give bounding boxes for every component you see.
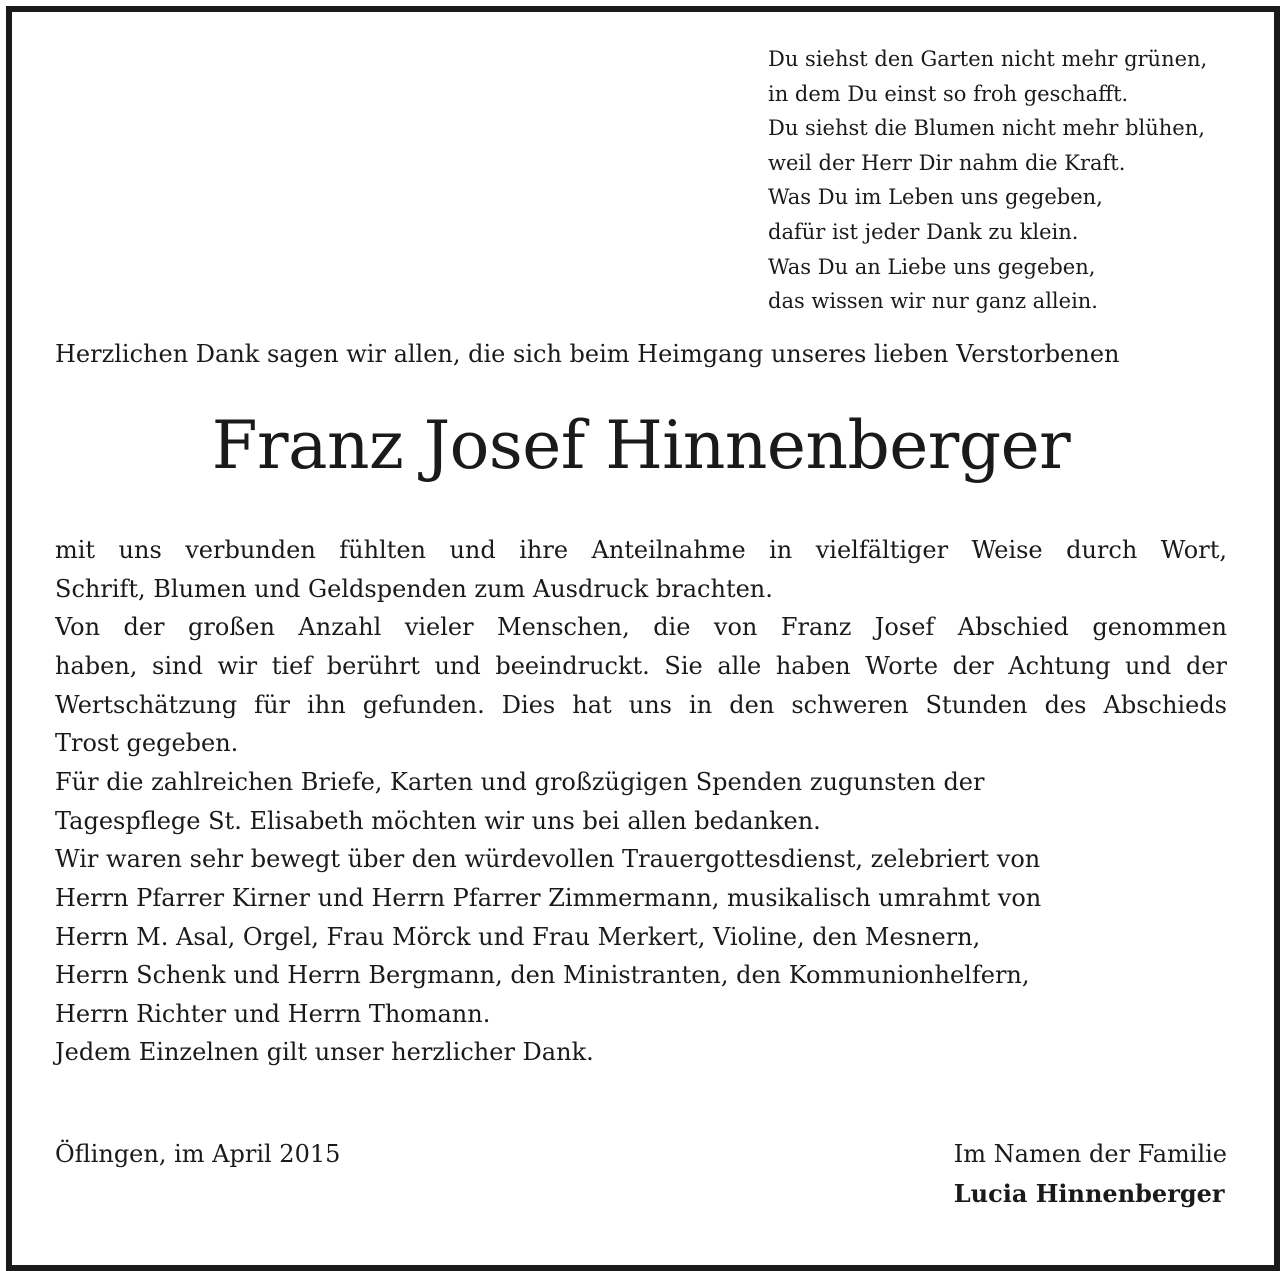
body-line: Tagespflege St. Elisabeth möchten wir uns bei allen bedanken. — [55, 806, 821, 835]
place-date: Öflingen, im April 2015 — [55, 1140, 341, 1168]
poem-line: das wissen wir nur ganz allein. — [768, 289, 1098, 314]
body-line: Herrn Pfarrer Kirner und Herrn Pfarrer Zimmermann, musikalisch umrahmt von — [55, 883, 1042, 912]
signature-line: Im Namen der Familie — [953, 1140, 1227, 1168]
poem-line: Du siehst die Blumen nicht mehr blühen, — [768, 116, 1205, 141]
body-line: Von der großen Anzahl vieler Menschen, die von Franz Josef Abschied genommen — [55, 613, 1227, 642]
body-text — [55, 531, 1227, 1072]
body-line: mit uns verbunden fühlten und ihre Anteilnahme in vielfältiger Weise durch Wort, — [55, 536, 1227, 564]
body-line: Jedem Einzelnen gilt unser herzlicher Dank. — [55, 1038, 594, 1067]
body-line: Herrn Richter und Herrn Thomann. — [55, 999, 491, 1028]
body-line: Herrn Schenk und Herrn Bergmann, den Ministranten, den Kommunionhelfern, — [55, 961, 1030, 990]
signature-block — [954, 1135, 1227, 1213]
body-line: Wertschätzung für ihn gefunden. Dies hat uns in den schweren Stunden des Abschieds — [55, 690, 1227, 719]
signature-name: Lucia Hinnenberger — [953, 1179, 1225, 1208]
body-line: Trost gegeben. — [55, 729, 239, 758]
body-line: Schrift, Blumen und Geldspenden zum Ausdruck brachten. — [55, 574, 773, 603]
poem-line: in dem Du einst so froh geschafft. — [768, 81, 1129, 106]
deceased-name: Franz Josef Hinnenberger — [211, 407, 1071, 484]
poem — [768, 42, 1258, 319]
body-line: Wir waren sehr bewegt über den würdevollen Trauergottesdienst, zelebriert von — [55, 845, 1041, 874]
poem-line: Was Du an Liebe uns gegeben, — [768, 254, 1096, 279]
poem-line: Was Du im Leben uns gegeben, — [768, 185, 1103, 210]
intro-text: Herzlichen Dank sagen wir allen, die sich beim Heimgang unseres lieben Verstorbenen — [55, 340, 1120, 368]
poem-line: Du siehst den Garten nicht mehr grünen, — [768, 47, 1208, 71]
poem-line: weil der Herr Dir nahm die Kraft. — [768, 150, 1126, 175]
body-line: Für die zahlreichen Briefe, Karten und großzügigen Spenden zugunsten der — [55, 767, 985, 796]
poem-line: dafür ist jeder Dank zu klein. — [768, 219, 1079, 244]
body-line: haben, sind wir tief berührt und beeindruckt. Sie alle haben Worte der Achtung und der — [55, 651, 1227, 680]
body-line: Herrn M. Asal, Orgel, Frau Mörck und Frau Merkert, Violine, den Mesnern, — [55, 922, 981, 951]
